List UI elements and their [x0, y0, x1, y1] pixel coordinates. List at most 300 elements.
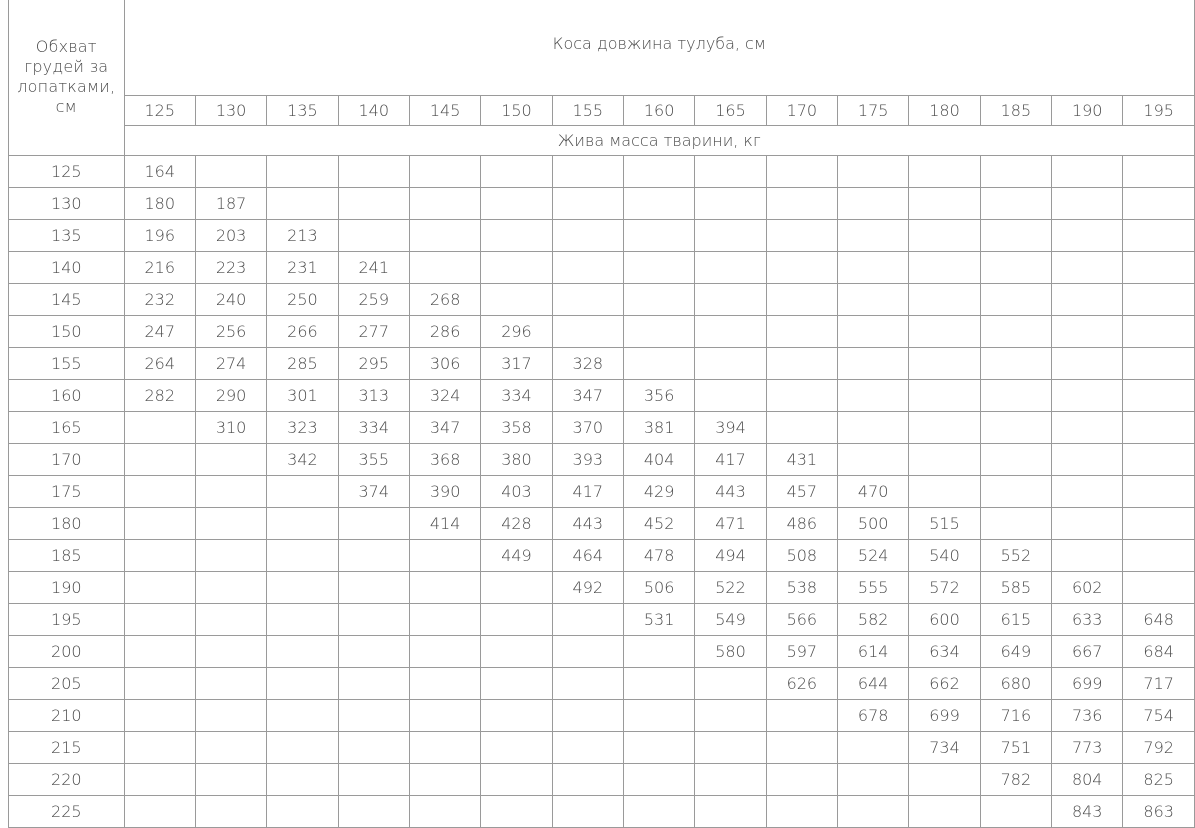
weight-cell: 782: [980, 764, 1051, 796]
weight-cell: 274: [195, 348, 266, 380]
column-header-length: 195: [1123, 96, 1195, 126]
weight-cell: [909, 220, 980, 252]
weight-cell: [338, 668, 409, 700]
weight-cell: [909, 188, 980, 220]
table-row: [9, 700, 1195, 732]
weight-cell: [766, 732, 837, 764]
weight-cell: [1123, 508, 1195, 540]
weight-cell: [909, 764, 980, 796]
table-row: [9, 412, 1195, 444]
weight-cell: [1052, 284, 1123, 316]
weight-cell: 457: [766, 476, 837, 508]
weight-cell: [766, 316, 837, 348]
weight-cell: 471: [695, 508, 766, 540]
row-header-girth: 130: [9, 188, 125, 220]
weight-cell: [1123, 444, 1195, 476]
weight-cell: 449: [481, 540, 552, 572]
weight-cell: [481, 252, 552, 284]
weight-cell: 843: [1052, 796, 1123, 828]
weight-cell: 285: [267, 348, 338, 380]
row-header-girth: 165: [9, 412, 125, 444]
weight-cell: [695, 188, 766, 220]
weight-cell: 356: [623, 380, 694, 412]
weight-cell: 678: [838, 700, 909, 732]
weight-cell: [695, 252, 766, 284]
weight-cell: [267, 604, 338, 636]
weight-cell: [338, 796, 409, 828]
weight-cell: [838, 796, 909, 828]
weight-cell: [695, 284, 766, 316]
weight-cell: 582: [838, 604, 909, 636]
weight-cell: [124, 572, 195, 604]
weight-cell: [766, 156, 837, 188]
row-header-girth: 195: [9, 604, 125, 636]
weight-cell: [623, 764, 694, 796]
weight-cell: [838, 156, 909, 188]
weight-cell: 825: [1123, 764, 1195, 796]
weight-cell: [980, 796, 1051, 828]
weight-cell: 615: [980, 604, 1051, 636]
row-header-girth: 185: [9, 540, 125, 572]
weight-cell: [766, 220, 837, 252]
weight-cell: 662: [909, 668, 980, 700]
weight-cell: [909, 412, 980, 444]
weight-cell: [267, 796, 338, 828]
weight-cell: [1052, 156, 1123, 188]
table-row: [9, 508, 1195, 540]
weight-cell: [766, 284, 837, 316]
weight-cell: [124, 412, 195, 444]
weight-cell: 492: [552, 572, 623, 604]
weight-cell: [409, 668, 480, 700]
weight-cell: 310: [195, 412, 266, 444]
weight-cell: [1123, 252, 1195, 284]
weight-cell: [195, 572, 266, 604]
weight-cell: 334: [338, 412, 409, 444]
weight-cell: [980, 284, 1051, 316]
weight-cell: [195, 668, 266, 700]
weight-cell: 370: [552, 412, 623, 444]
weight-cell: [409, 700, 480, 732]
weight-cell: 277: [338, 316, 409, 348]
weight-cell: [338, 764, 409, 796]
weight-cell: 282: [124, 380, 195, 412]
weight-cell: 324: [409, 380, 480, 412]
body-length-header: Коса довжина тулуба, см: [124, 0, 1194, 96]
weight-cell: 390: [409, 476, 480, 508]
column-header-length: 140: [338, 96, 409, 126]
weight-cell: [838, 444, 909, 476]
weight-cell: 334: [481, 380, 552, 412]
weight-cell: [695, 668, 766, 700]
weight-cell: [838, 380, 909, 412]
row-header-girth: 150: [9, 316, 125, 348]
weight-cell: 540: [909, 540, 980, 572]
weight-cell: [552, 188, 623, 220]
table-row: [9, 444, 1195, 476]
weight-cell: 216: [124, 252, 195, 284]
weight-cell: 585: [980, 572, 1051, 604]
row-header-girth: 200: [9, 636, 125, 668]
weight-cell: 317: [481, 348, 552, 380]
row-header-girth: 135: [9, 220, 125, 252]
weight-cell: [695, 700, 766, 732]
weight-cell: [481, 796, 552, 828]
weight-cell: 414: [409, 508, 480, 540]
weight-cell: [481, 636, 552, 668]
weight-cell: [124, 636, 195, 668]
weight-cell: 393: [552, 444, 623, 476]
weight-cell: 478: [623, 540, 694, 572]
weight-cell: [195, 604, 266, 636]
column-header-length: 180: [909, 96, 980, 126]
weight-cell: 380: [481, 444, 552, 476]
weight-cell: [1052, 412, 1123, 444]
weight-cell: [623, 188, 694, 220]
weight-cell: [838, 188, 909, 220]
weight-cell: 716: [980, 700, 1051, 732]
weight-cell: [1052, 508, 1123, 540]
table-row: [9, 220, 1195, 252]
row-header-girth: 220: [9, 764, 125, 796]
table-row: [9, 540, 1195, 572]
table-row: [9, 156, 1195, 188]
weight-cell: 644: [838, 668, 909, 700]
weight-cell: [766, 764, 837, 796]
weight-cell: [552, 316, 623, 348]
weight-cell: [980, 252, 1051, 284]
weight-cell: 717: [1123, 668, 1195, 700]
row-header-girth: 180: [9, 508, 125, 540]
weight-cell: 597: [766, 636, 837, 668]
weight-cell: [124, 508, 195, 540]
weight-cell: 549: [695, 604, 766, 636]
weight-cell: [1123, 156, 1195, 188]
weight-cell: 486: [766, 508, 837, 540]
weight-cell: 347: [409, 412, 480, 444]
weight-cell: [909, 380, 980, 412]
column-header-length: 190: [1052, 96, 1123, 126]
weight-cell: 699: [909, 700, 980, 732]
weight-cell: 187: [195, 188, 266, 220]
column-header-length: 160: [623, 96, 694, 126]
weight-cell: 417: [552, 476, 623, 508]
weight-cell: [1052, 252, 1123, 284]
weight-cell: 374: [338, 476, 409, 508]
table-row: [9, 316, 1195, 348]
weight-cell: [623, 796, 694, 828]
weight-cell: 429: [623, 476, 694, 508]
weight-cell: [1123, 220, 1195, 252]
weight-cell: [409, 188, 480, 220]
weight-cell: 522: [695, 572, 766, 604]
weight-cell: 508: [766, 540, 837, 572]
weight-cell: 394: [695, 412, 766, 444]
weight-cell: [623, 636, 694, 668]
weight-cell: [552, 156, 623, 188]
weight-cell: [124, 540, 195, 572]
weight-cell: 196: [124, 220, 195, 252]
weight-cell: 538: [766, 572, 837, 604]
row-header-girth: 125: [9, 156, 125, 188]
weight-cell: 404: [623, 444, 694, 476]
weight-cell: [1123, 476, 1195, 508]
weight-cell: 773: [1052, 732, 1123, 764]
weight-cell: 241: [338, 252, 409, 284]
weight-cell: 323: [267, 412, 338, 444]
row-header-girth: 205: [9, 668, 125, 700]
weight-cell: [980, 508, 1051, 540]
weight-cell: [909, 796, 980, 828]
weight-cell: [195, 764, 266, 796]
weight-cell: [695, 380, 766, 412]
weight-cell: 804: [1052, 764, 1123, 796]
weight-cell: 699: [1052, 668, 1123, 700]
weight-cell: [338, 508, 409, 540]
column-header-length: 185: [980, 96, 1051, 126]
weight-cell: [1052, 348, 1123, 380]
weight-cell: [980, 412, 1051, 444]
weight-cell: [695, 732, 766, 764]
table-row: [9, 252, 1195, 284]
weight-cell: [267, 636, 338, 668]
weight-cell: [552, 252, 623, 284]
weight-cell: [1123, 412, 1195, 444]
weight-cell: 264: [124, 348, 195, 380]
weight-cell: 290: [195, 380, 266, 412]
body-length-values-row: [9, 96, 1195, 126]
weight-cell: [766, 700, 837, 732]
weight-cell: [695, 764, 766, 796]
weight-cell: [409, 796, 480, 828]
weight-cell: 368: [409, 444, 480, 476]
weight-cell: 648: [1123, 604, 1195, 636]
weight-cell: 634: [909, 636, 980, 668]
weight-cell: [695, 156, 766, 188]
weight-cell: 566: [766, 604, 837, 636]
table-row: [9, 732, 1195, 764]
weight-cell: [980, 220, 1051, 252]
weight-cell: [124, 764, 195, 796]
weight-cell: [267, 156, 338, 188]
table-row: [9, 796, 1195, 828]
weight-cell: [838, 284, 909, 316]
weight-cell: [409, 636, 480, 668]
table-row: [9, 764, 1195, 796]
row-header-girth: 160: [9, 380, 125, 412]
weight-cell: 213: [267, 220, 338, 252]
weight-cell: [552, 668, 623, 700]
row-header-girth: 210: [9, 700, 125, 732]
weight-cell: [980, 444, 1051, 476]
weight-cell: 355: [338, 444, 409, 476]
weight-cell: 602: [1052, 572, 1123, 604]
weight-cell: 259: [338, 284, 409, 316]
weight-cell: 470: [838, 476, 909, 508]
weight-cell: [195, 508, 266, 540]
weight-cell: 792: [1123, 732, 1195, 764]
table-row: [9, 476, 1195, 508]
weight-cell: [1052, 220, 1123, 252]
weight-cell: 381: [623, 412, 694, 444]
weight-cell: 633: [1052, 604, 1123, 636]
weight-cell: [838, 412, 909, 444]
weight-cell: 684: [1123, 636, 1195, 668]
weight-cell: [195, 796, 266, 828]
weight-cell: [909, 316, 980, 348]
weight-cell: [1123, 316, 1195, 348]
weight-cell: [552, 220, 623, 252]
weight-cell: [623, 700, 694, 732]
weight-cell: 452: [623, 508, 694, 540]
weight-cell: [695, 796, 766, 828]
weight-cell: 266: [267, 316, 338, 348]
weight-cell: [481, 220, 552, 252]
weight-cell: [838, 764, 909, 796]
weight-cell: 751: [980, 732, 1051, 764]
table-row: [9, 380, 1195, 412]
table-row: [9, 284, 1195, 316]
weight-cell: 268: [409, 284, 480, 316]
weight-cell: 680: [980, 668, 1051, 700]
weight-cell: [124, 668, 195, 700]
weight-cell: 464: [552, 540, 623, 572]
table-row: [9, 668, 1195, 700]
weight-cell: [481, 188, 552, 220]
weight-cell: [409, 572, 480, 604]
weight-cell: [409, 252, 480, 284]
weight-cell: [909, 284, 980, 316]
table-row: [9, 572, 1195, 604]
weight-cell: 531: [623, 604, 694, 636]
weight-cell: 500: [838, 508, 909, 540]
table-row: [9, 636, 1195, 668]
row-header-girth: 145: [9, 284, 125, 316]
weight-cell: [623, 220, 694, 252]
weight-cell: [409, 156, 480, 188]
weight-cell: [409, 764, 480, 796]
weight-cell: [124, 444, 195, 476]
table-body: [9, 156, 1195, 828]
row-header-girth: 175: [9, 476, 125, 508]
weight-cell: [980, 348, 1051, 380]
weight-cell: 524: [838, 540, 909, 572]
weight-cell: 306: [409, 348, 480, 380]
weight-cell: [124, 700, 195, 732]
weight-cell: 580: [695, 636, 766, 668]
weight-cell: [1123, 572, 1195, 604]
weight-cell: 494: [695, 540, 766, 572]
weight-cell: [552, 732, 623, 764]
weight-cell: 313: [338, 380, 409, 412]
weight-cell: [766, 412, 837, 444]
weight-cell: 552: [980, 540, 1051, 572]
weight-cell: [338, 188, 409, 220]
weight-cell: [695, 316, 766, 348]
weight-cell: [552, 796, 623, 828]
weight-cell: [195, 540, 266, 572]
weight-cell: [195, 156, 266, 188]
live-weight-header: Жива масса тварини, кг: [124, 126, 1194, 156]
weight-cell: 626: [766, 668, 837, 700]
weight-cell: 649: [980, 636, 1051, 668]
weight-cell: [481, 764, 552, 796]
weight-cell: [481, 732, 552, 764]
column-header-length: 155: [552, 96, 623, 126]
weight-cell: [552, 636, 623, 668]
column-header-length: 125: [124, 96, 195, 126]
weight-cell: 256: [195, 316, 266, 348]
weight-cell: [267, 732, 338, 764]
weight-cell: [838, 252, 909, 284]
weight-cell: [980, 316, 1051, 348]
weight-cell: [481, 604, 552, 636]
weight-cell: [838, 732, 909, 764]
row-header-girth: 170: [9, 444, 125, 476]
weight-cell: [409, 220, 480, 252]
weight-cell: [1052, 380, 1123, 412]
weight-cell: [623, 284, 694, 316]
weight-cell: [766, 796, 837, 828]
weight-cell: 286: [409, 316, 480, 348]
weight-cell: [1052, 540, 1123, 572]
weight-cell: [267, 668, 338, 700]
weight-cell: [338, 604, 409, 636]
column-header-length: 135: [267, 96, 338, 126]
weight-cell: [481, 156, 552, 188]
weight-cell: [267, 572, 338, 604]
weight-cell: [1052, 444, 1123, 476]
weight-cell: [338, 572, 409, 604]
weight-cell: [409, 732, 480, 764]
weight-cell: [766, 252, 837, 284]
weight-cell: [124, 604, 195, 636]
weight-cell: [838, 316, 909, 348]
table-row: [9, 604, 1195, 636]
weight-cell: [1123, 284, 1195, 316]
weight-cell: [195, 476, 266, 508]
weight-cell: [623, 252, 694, 284]
weight-cell: [481, 572, 552, 604]
weight-cell: [695, 348, 766, 380]
weight-cell: [838, 220, 909, 252]
row-header-girth: 215: [9, 732, 125, 764]
weight-cell: [409, 604, 480, 636]
weight-cell: [1052, 316, 1123, 348]
weight-cell: [766, 188, 837, 220]
weight-cell: [338, 220, 409, 252]
row-header-girth: 155: [9, 348, 125, 380]
weight-cell: [695, 220, 766, 252]
weight-cell: [623, 348, 694, 380]
weight-cell: [481, 700, 552, 732]
weight-table-container: [8, 0, 1195, 828]
weight-cell: 223: [195, 252, 266, 284]
weight-cell: [338, 156, 409, 188]
weight-cell: 863: [1123, 796, 1195, 828]
weight-cell: 428: [481, 508, 552, 540]
row-header-girth: 140: [9, 252, 125, 284]
weight-cell: 295: [338, 348, 409, 380]
weight-cell: [481, 284, 552, 316]
column-header-length: 170: [766, 96, 837, 126]
table-row: [9, 348, 1195, 380]
weight-cell: 347: [552, 380, 623, 412]
weight-cell: 231: [267, 252, 338, 284]
weight-cell: [909, 444, 980, 476]
weight-cell: 417: [695, 444, 766, 476]
weight-cell: [623, 732, 694, 764]
